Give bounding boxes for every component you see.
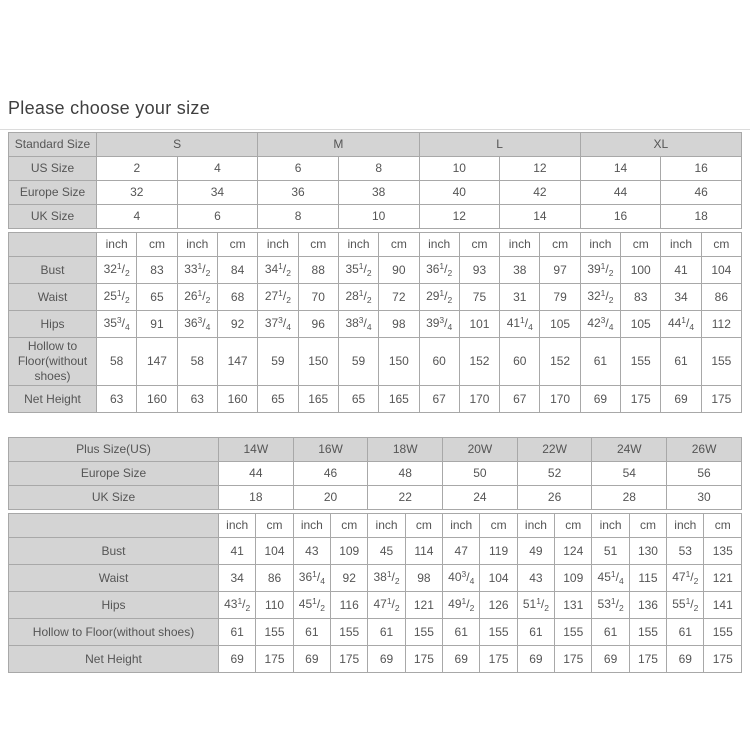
value-cell: 53 xyxy=(667,538,704,565)
value-cell: 61 xyxy=(667,619,704,646)
value-cell: 52 xyxy=(517,462,592,486)
value-cell: $47^1/_2$ xyxy=(667,565,704,592)
row-label: Net Height xyxy=(9,386,97,413)
value-cell: 155 xyxy=(331,619,368,646)
value-cell: 51 xyxy=(592,538,629,565)
value-cell: 20 xyxy=(293,486,368,510)
value-cell: 4 xyxy=(97,205,178,229)
value-cell: 18 xyxy=(661,205,742,229)
unit-cell: cm xyxy=(701,233,741,257)
unit-cell: cm xyxy=(555,514,592,538)
value-cell: 44 xyxy=(219,462,294,486)
value-cell: 10 xyxy=(419,157,500,181)
value-cell: 121 xyxy=(704,565,742,592)
value-cell: 24W xyxy=(592,438,667,462)
unit-cell: inch xyxy=(419,233,459,257)
value-cell: 61 xyxy=(580,338,620,386)
unit-cell: inch xyxy=(667,514,704,538)
value-cell: $45^1/_4$ xyxy=(592,565,629,592)
value-cell: 60 xyxy=(500,338,540,386)
value-cell: 14W xyxy=(219,438,294,462)
value-cell: 69 xyxy=(580,386,620,413)
value-cell: $35^1/_2$ xyxy=(338,257,378,284)
value-cell: $36^1/_2$ xyxy=(419,257,459,284)
row-label xyxy=(9,233,97,257)
table-row xyxy=(9,133,742,157)
value-cell: 141 xyxy=(704,592,742,619)
unit-cell: inch xyxy=(592,514,629,538)
value-cell: 175 xyxy=(701,386,741,413)
table-row xyxy=(9,338,742,386)
row-label: UK Size xyxy=(9,486,219,510)
value-cell: 92 xyxy=(217,311,257,338)
value-cell: 41 xyxy=(219,538,256,565)
unit-cell: cm xyxy=(459,233,499,257)
unit-cell: inch xyxy=(338,233,378,257)
value-cell: 38 xyxy=(500,257,540,284)
table-row xyxy=(9,438,742,462)
table-row xyxy=(9,486,742,510)
value-cell: 40 xyxy=(419,181,500,205)
value-cell: 147 xyxy=(217,338,257,386)
row-label: Standard Size xyxy=(9,133,97,157)
row-label: Waist xyxy=(9,284,97,311)
value-cell: 14 xyxy=(580,157,661,181)
table-row xyxy=(9,311,742,338)
table-row xyxy=(9,233,742,257)
value-cell: $38^3/_4$ xyxy=(338,311,378,338)
value-cell: 98 xyxy=(405,565,442,592)
table-row xyxy=(9,538,742,565)
value-cell: 101 xyxy=(459,311,499,338)
value-cell: 65 xyxy=(338,386,378,413)
value-cell: 8 xyxy=(258,205,339,229)
plus-size-chart-measurements xyxy=(8,513,742,673)
value-cell: 88 xyxy=(298,257,338,284)
table-row xyxy=(9,646,742,673)
value-cell: $39^1/_2$ xyxy=(580,257,620,284)
value-cell: $27^1/_2$ xyxy=(258,284,298,311)
value-cell: 65 xyxy=(137,284,177,311)
value-cell: 175 xyxy=(256,646,293,673)
value-cell: 69 xyxy=(293,646,330,673)
value-cell: $34^1/_2$ xyxy=(258,257,298,284)
value-cell: $41^1/_4$ xyxy=(500,311,540,338)
value-cell: 83 xyxy=(621,284,661,311)
value-cell: 104 xyxy=(480,565,517,592)
value-cell: $36^1/_4$ xyxy=(293,565,330,592)
value-cell: 59 xyxy=(258,338,298,386)
value-cell: $32^1/_2$ xyxy=(97,257,137,284)
value-cell: 18W xyxy=(368,438,443,462)
value-cell: 56 xyxy=(667,462,742,486)
value-cell: 105 xyxy=(621,311,661,338)
value-cell: $39^3/_4$ xyxy=(419,311,459,338)
value-cell: 116 xyxy=(331,592,368,619)
value-cell: 135 xyxy=(704,538,742,565)
value-cell: 8 xyxy=(338,157,419,181)
row-label: Hips xyxy=(9,592,219,619)
row-label: US Size xyxy=(9,157,97,181)
value-cell: $28^1/_2$ xyxy=(338,284,378,311)
unit-cell: inch xyxy=(258,233,298,257)
value-cell: 63 xyxy=(177,386,217,413)
value-cell: S xyxy=(97,133,258,157)
value-cell: 104 xyxy=(256,538,293,565)
value-cell: $35^3/_4$ xyxy=(97,311,137,338)
value-cell: $44^1/_4$ xyxy=(661,311,701,338)
table-row xyxy=(9,386,742,413)
value-cell: 61 xyxy=(293,619,330,646)
value-cell: $42^3/_4$ xyxy=(580,311,620,338)
value-cell: 175 xyxy=(704,646,742,673)
value-cell: $53^1/_2$ xyxy=(592,592,629,619)
value-cell: $55^1/_2$ xyxy=(667,592,704,619)
value-cell: 114 xyxy=(405,538,442,565)
value-cell: 175 xyxy=(629,646,666,673)
value-cell: 124 xyxy=(555,538,592,565)
unit-cell: cm xyxy=(137,233,177,257)
value-cell: 68 xyxy=(217,284,257,311)
value-cell: 67 xyxy=(500,386,540,413)
value-cell: 43 xyxy=(517,565,554,592)
standard-size-chart xyxy=(8,132,742,413)
unit-cell: inch xyxy=(517,514,554,538)
value-cell: 136 xyxy=(629,592,666,619)
unit-cell: inch xyxy=(500,233,540,257)
value-cell: 34 xyxy=(661,284,701,311)
value-cell: 150 xyxy=(379,338,419,386)
value-cell: 147 xyxy=(137,338,177,386)
value-cell: 98 xyxy=(379,311,419,338)
value-cell: 70 xyxy=(298,284,338,311)
value-cell: 67 xyxy=(419,386,459,413)
value-cell: 112 xyxy=(701,311,741,338)
value-cell: 61 xyxy=(443,619,480,646)
value-cell: 28 xyxy=(592,486,667,510)
value-cell: $43^1/_2$ xyxy=(219,592,256,619)
value-cell: 160 xyxy=(217,386,257,413)
value-cell: 131 xyxy=(555,592,592,619)
value-cell: 4 xyxy=(177,157,258,181)
value-cell: 60 xyxy=(419,338,459,386)
value-cell: 59 xyxy=(338,338,378,386)
value-cell: 65 xyxy=(258,386,298,413)
value-cell: 69 xyxy=(219,646,256,673)
value-cell: 170 xyxy=(540,386,580,413)
unit-cell: inch xyxy=(219,514,256,538)
value-cell: 46 xyxy=(661,181,742,205)
value-cell: 126 xyxy=(480,592,517,619)
value-cell: 109 xyxy=(331,538,368,565)
value-cell: 54 xyxy=(592,462,667,486)
value-cell: 32 xyxy=(97,181,178,205)
value-cell: XL xyxy=(580,133,741,157)
value-cell: 69 xyxy=(368,646,405,673)
value-cell: 83 xyxy=(137,257,177,284)
unit-cell: cm xyxy=(704,514,742,538)
value-cell: 92 xyxy=(331,565,368,592)
value-cell: M xyxy=(258,133,419,157)
row-label: Hips xyxy=(9,311,97,338)
value-cell: 69 xyxy=(443,646,480,673)
row-label: Hollow to Floor(without shoes) xyxy=(9,619,219,646)
value-cell: 170 xyxy=(459,386,499,413)
value-cell: 6 xyxy=(177,205,258,229)
value-cell: 155 xyxy=(621,338,661,386)
value-cell: 58 xyxy=(177,338,217,386)
value-cell: 72 xyxy=(379,284,419,311)
row-label: Net Height xyxy=(9,646,219,673)
value-cell: $51^1/_2$ xyxy=(517,592,554,619)
value-cell: $33^1/_2$ xyxy=(177,257,217,284)
value-cell: 14 xyxy=(500,205,581,229)
value-cell: 45 xyxy=(368,538,405,565)
value-cell: 38 xyxy=(338,181,419,205)
value-cell: 91 xyxy=(137,311,177,338)
value-cell: 6 xyxy=(258,157,339,181)
unit-cell: cm xyxy=(540,233,580,257)
table-row xyxy=(9,619,742,646)
value-cell: $36^3/_4$ xyxy=(177,311,217,338)
value-cell: 121 xyxy=(405,592,442,619)
top-divider-rule xyxy=(0,129,750,130)
value-cell: 24 xyxy=(443,486,518,510)
value-cell: 109 xyxy=(555,565,592,592)
value-cell: 2 xyxy=(97,157,178,181)
row-label: UK Size xyxy=(9,205,97,229)
value-cell: 175 xyxy=(621,386,661,413)
value-cell: 50 xyxy=(443,462,518,486)
value-cell: 20W xyxy=(443,438,518,462)
row-label: Plus Size(US) xyxy=(9,438,219,462)
plus-size-chart-sizes xyxy=(8,437,742,510)
unit-cell: inch xyxy=(97,233,137,257)
value-cell: 12 xyxy=(500,157,581,181)
value-cell: 26W xyxy=(667,438,742,462)
value-cell: 61 xyxy=(517,619,554,646)
value-cell: 44 xyxy=(580,181,661,205)
value-cell: 30 xyxy=(667,486,742,510)
value-cell: 48 xyxy=(368,462,443,486)
value-cell: 69 xyxy=(661,386,701,413)
value-cell: 152 xyxy=(540,338,580,386)
unit-cell: cm xyxy=(621,233,661,257)
unit-cell: inch xyxy=(661,233,701,257)
value-cell: 175 xyxy=(405,646,442,673)
value-cell: 84 xyxy=(217,257,257,284)
value-cell: 49 xyxy=(517,538,554,565)
value-cell: 16 xyxy=(580,205,661,229)
table-row xyxy=(9,205,742,229)
value-cell: 61 xyxy=(661,338,701,386)
value-cell: $32^1/_2$ xyxy=(580,284,620,311)
unit-cell: inch xyxy=(293,514,330,538)
value-cell: 61 xyxy=(219,619,256,646)
value-cell: 47 xyxy=(443,538,480,565)
value-cell: $25^1/_2$ xyxy=(97,284,137,311)
value-cell: 16 xyxy=(661,157,742,181)
row-label: Europe Size xyxy=(9,462,219,486)
value-cell: 100 xyxy=(621,257,661,284)
value-cell: 155 xyxy=(256,619,293,646)
unit-cell: cm xyxy=(331,514,368,538)
table-row xyxy=(9,462,742,486)
row-label: Waist xyxy=(9,565,219,592)
value-cell: 155 xyxy=(704,619,742,646)
unit-cell: cm xyxy=(298,233,338,257)
value-cell: $29^1/_2$ xyxy=(419,284,459,311)
value-cell: 79 xyxy=(540,284,580,311)
row-label: Bust xyxy=(9,538,219,565)
value-cell: 12 xyxy=(419,205,500,229)
value-cell: 160 xyxy=(137,386,177,413)
value-cell: 31 xyxy=(500,284,540,311)
unit-cell: inch xyxy=(177,233,217,257)
table-row xyxy=(9,565,742,592)
value-cell: 42 xyxy=(500,181,581,205)
value-cell: 86 xyxy=(256,565,293,592)
value-cell: 22 xyxy=(368,486,443,510)
standard-size-chart-sizes xyxy=(8,132,742,229)
value-cell: 69 xyxy=(517,646,554,673)
value-cell: 155 xyxy=(555,619,592,646)
value-cell: 26 xyxy=(517,486,592,510)
value-cell: $37^3/_4$ xyxy=(258,311,298,338)
value-cell: 155 xyxy=(629,619,666,646)
value-cell: $49^1/_2$ xyxy=(443,592,480,619)
value-cell: 16W xyxy=(293,438,368,462)
value-cell: $40^3/_4$ xyxy=(443,565,480,592)
value-cell: 155 xyxy=(480,619,517,646)
value-cell: 36 xyxy=(258,181,339,205)
value-cell: 152 xyxy=(459,338,499,386)
value-cell: 96 xyxy=(298,311,338,338)
value-cell: 104 xyxy=(701,257,741,284)
value-cell: $45^1/_2$ xyxy=(293,592,330,619)
row-label: Bust xyxy=(9,257,97,284)
value-cell: 175 xyxy=(331,646,368,673)
unit-cell: inch xyxy=(443,514,480,538)
value-cell: 155 xyxy=(405,619,442,646)
value-cell: 130 xyxy=(629,538,666,565)
value-cell: 165 xyxy=(298,386,338,413)
value-cell: 86 xyxy=(701,284,741,311)
table-row xyxy=(9,514,742,538)
plus-size-chart xyxy=(8,437,742,673)
value-cell: 93 xyxy=(459,257,499,284)
table-row xyxy=(9,157,742,181)
value-cell: 69 xyxy=(592,646,629,673)
unit-cell: cm xyxy=(405,514,442,538)
value-cell: L xyxy=(419,133,580,157)
value-cell: 58 xyxy=(97,338,137,386)
value-cell: 165 xyxy=(379,386,419,413)
value-cell: 150 xyxy=(298,338,338,386)
value-cell: 175 xyxy=(555,646,592,673)
value-cell: 61 xyxy=(592,619,629,646)
value-cell: 22W xyxy=(517,438,592,462)
unit-cell: cm xyxy=(379,233,419,257)
value-cell: 10 xyxy=(338,205,419,229)
value-cell: 34 xyxy=(219,565,256,592)
value-cell: 69 xyxy=(667,646,704,673)
value-cell: $26^1/_2$ xyxy=(177,284,217,311)
value-cell: 119 xyxy=(480,538,517,565)
table-row xyxy=(9,592,742,619)
value-cell: 115 xyxy=(629,565,666,592)
unit-cell: cm xyxy=(217,233,257,257)
table-row xyxy=(9,257,742,284)
unit-cell: cm xyxy=(256,514,293,538)
row-label xyxy=(9,514,219,538)
value-cell: 18 xyxy=(219,486,294,510)
value-cell: 175 xyxy=(480,646,517,673)
value-cell: 41 xyxy=(661,257,701,284)
table-row xyxy=(9,284,742,311)
unit-cell: inch xyxy=(580,233,620,257)
row-label: Europe Size xyxy=(9,181,97,205)
value-cell: 155 xyxy=(701,338,741,386)
value-cell: 34 xyxy=(177,181,258,205)
value-cell: 46 xyxy=(293,462,368,486)
value-cell: 63 xyxy=(97,386,137,413)
value-cell: 110 xyxy=(256,592,293,619)
standard-size-chart-measurements xyxy=(8,232,742,413)
value-cell: 43 xyxy=(293,538,330,565)
row-label: Hollow to Floor(without shoes) xyxy=(9,338,97,386)
value-cell: 61 xyxy=(368,619,405,646)
value-cell: 97 xyxy=(540,257,580,284)
value-cell: $47^1/_2$ xyxy=(368,592,405,619)
value-cell: 90 xyxy=(379,257,419,284)
unit-cell: cm xyxy=(629,514,666,538)
value-cell: 105 xyxy=(540,311,580,338)
unit-cell: cm xyxy=(480,514,517,538)
unit-cell: inch xyxy=(368,514,405,538)
value-cell: 75 xyxy=(459,284,499,311)
value-cell: $38^1/_2$ xyxy=(368,565,405,592)
page-title: Please choose your size xyxy=(8,98,211,119)
table-row xyxy=(9,181,742,205)
